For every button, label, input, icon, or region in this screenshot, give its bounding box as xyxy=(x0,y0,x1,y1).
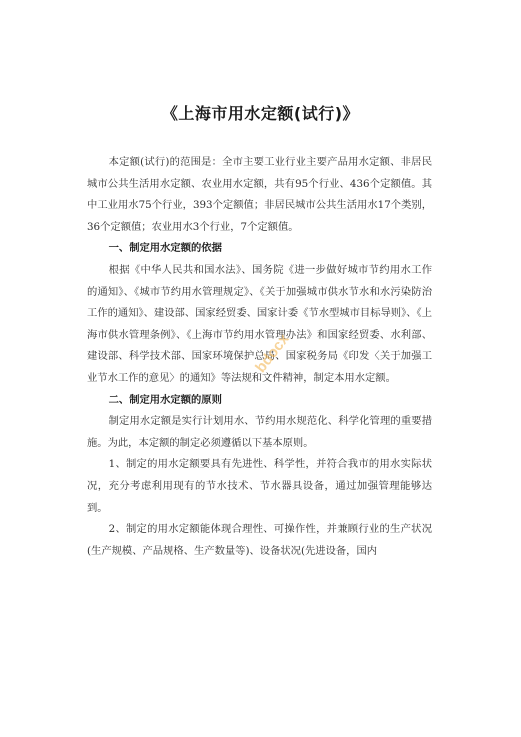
basis-paragraph: 根据《中华人民共和国水法》、国务院《进一步做好城市节约用水工作的通知》、《城市节约用水管理规定》、《关于加强城市供水节水和水污染防治工作的通知》、建设部、国家经贸委、国家计委《节水型城市目标导则》、《上海市供水管理条例》、《上海市节约用水管理办法》和国家经贸委、水利部、建设部、科学技术部、国家环境保护总局、国家税务局《印发〈关于加强工业节水工作的意见〉的通知》等法规和文件精神，制定本用水定额。 xyxy=(87,263,432,384)
principle-1-paragraph: 1、制定的用水定额要具有先进性、科学性，并符合我市的用水实际状况，充分考虑利用现有的节水技术、节水器具设备，通过加强管理能够达到。 xyxy=(87,458,432,514)
watermark-text: bdocx xyxy=(252,330,293,376)
intro-paragraph: 本定额(试行)的范围是：全市主要工业行业主要产品用水定额、非居民城市公共生活用水定额、农业用水定额，共有95个行业、436个定额值。其中工业用水75个行业，393个定额值；非居民城市公共生活用水17个类别，36个定额值；农业用水3个行业，7个定额值。 xyxy=(87,156,432,233)
section-heading-principles: 二、制定用水定额的原则 xyxy=(108,393,222,406)
principle-2-paragraph: 2、制定的用水定额能体现合理性、可操作性，并兼顾行业的生产状况(生产规模、产品规格、生产数量等)、设备状况(先进设备，国内 xyxy=(87,523,432,557)
principles-paragraph: 制定用水定额是实行计划用水、节约用水规范化、科学化管理的重要措施。为此，本定额的制定必须遵循以下基本原则。 xyxy=(87,415,432,449)
document-body xyxy=(87,152,432,562)
section-heading-basis: 一、制定用水定额的依据 xyxy=(108,242,222,255)
document-title: 《上海市用水定额(试行)》 xyxy=(161,104,360,123)
